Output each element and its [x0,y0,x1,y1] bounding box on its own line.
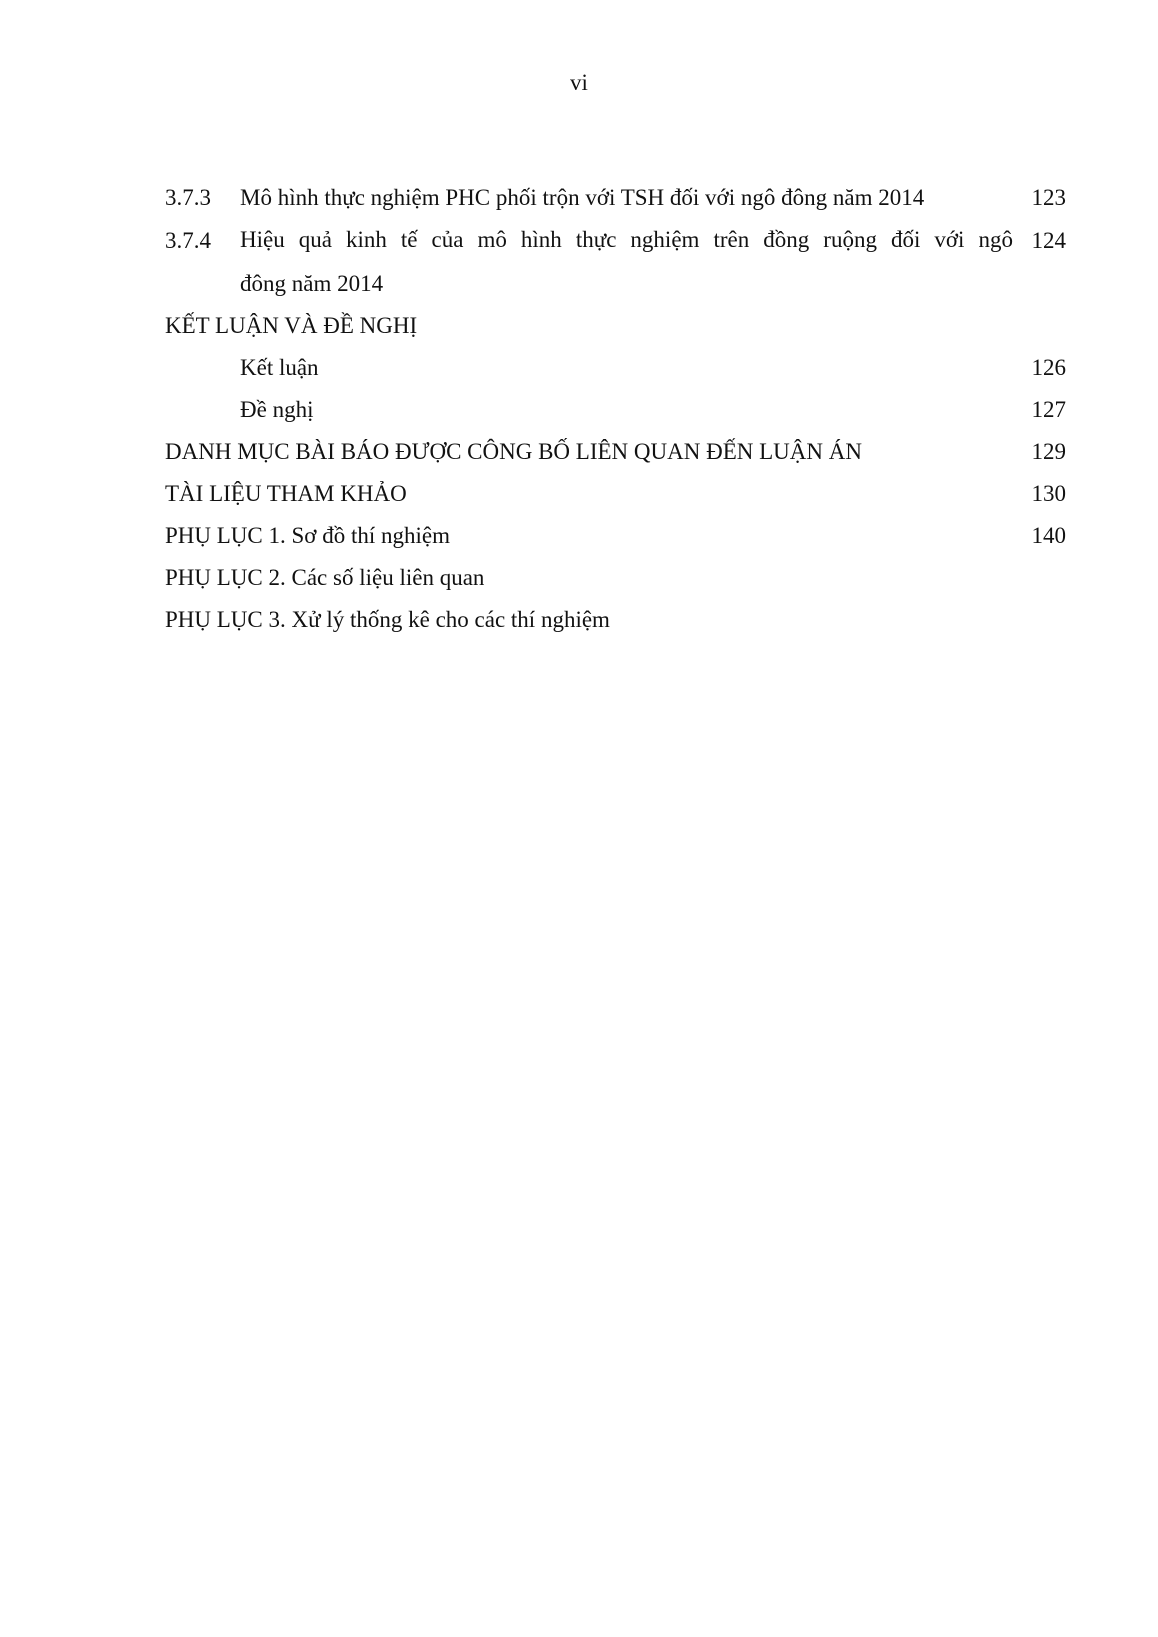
toc-title: PHỤ LỤC 3. Xử lý thống kê cho các thí nghiệm [165,607,610,632]
toc-title [240,218,1013,306]
toc-page-number: 126 [1031,355,1066,380]
toc-page-number: 123 [1031,185,1066,210]
toc-page-number: 124 [1031,228,1066,253]
toc-title-line-2: đông năm 2014 [240,271,384,296]
page-number: vi [570,70,588,95]
toc-title: Kết luận [240,355,319,380]
toc-section-number: 3.7.4 [165,228,211,253]
toc-page-number: 130 [1031,481,1066,506]
toc-title: KẾT LUẬN VÀ ĐỀ NGHỊ [165,313,418,338]
toc-section-number: 3.7.3 [165,185,211,210]
toc-page-number: 140 [1031,523,1066,548]
toc-title: PHỤ LỤC 2. Các số liệu liên quan [165,565,485,590]
toc-page-number: 129 [1031,439,1066,464]
toc-title: PHỤ LỤC 1. Sơ đồ thí nghiệm [165,523,450,548]
toc-title: Mô hình thực nghiệm PHC phối trộn với TSH đối với ngô đông năm 2014 [240,185,925,210]
toc-title: TÀI LIỆU THAM KHẢO [165,481,407,506]
toc-title: DANH MỤC BÀI BÁO ĐƯỢC CÔNG BỐ LIÊN QUAN ĐẾN LUẬN ÁN [165,439,862,464]
toc-page-number: 127 [1031,397,1066,422]
toc-title-line-1: Hiệu quả kinh tế của mô hình thực nghiệm trên đồng ruộng đối với ngô [240,227,1013,252]
toc-title: Đề nghị [240,397,314,422]
